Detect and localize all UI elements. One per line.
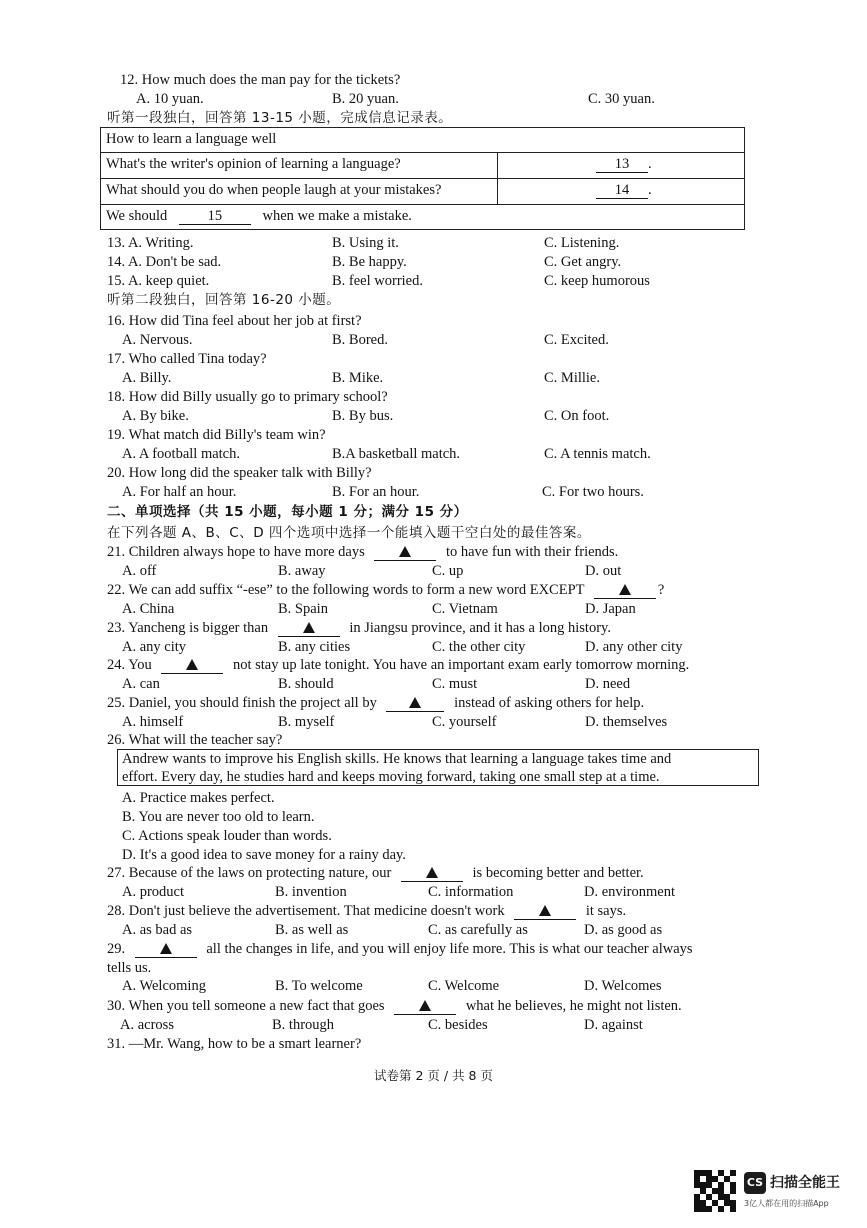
- q29-stem-line2: tells us.: [107, 960, 152, 976]
- scanner-app-name: 扫描全能王: [770, 1175, 840, 1191]
- q28-answer-blank[interactable]: [514, 904, 576, 920]
- q24-answer-blank[interactable]: [161, 658, 223, 674]
- triangle-marker-icon: [409, 697, 421, 708]
- q26-option-b: B. You are never too old to learn.: [122, 809, 315, 825]
- q23-option-c: C. the other city: [432, 639, 526, 655]
- q23-stem: 23. Yancheng is bigger than in Jiangsu province, and it has a long history.: [107, 620, 611, 636]
- q22-option-b: B. Spain: [278, 601, 328, 617]
- q30-option-b: B. through: [272, 1017, 335, 1033]
- q18-option-a: A. By bike.: [122, 408, 189, 424]
- q29-option-b: B. To welcome: [275, 978, 363, 994]
- triangle-marker-icon: [426, 867, 438, 878]
- q17-option-a: A. Billy.: [122, 370, 172, 386]
- q27-option-c: C. information: [428, 884, 514, 900]
- q14-option-a: 14. A. Don't be sad.: [107, 254, 222, 270]
- q21-stem: 21. Children always hope to have more days to have fun with their friends.: [107, 544, 619, 560]
- qr-code-icon: [694, 1170, 736, 1212]
- table-row-15-blank[interactable]: 15: [179, 209, 251, 225]
- q22-answer-blank[interactable]: [594, 583, 656, 599]
- q20-stem: 20. How long did the speaker talk with Billy?: [107, 465, 372, 481]
- triangle-marker-icon: [303, 622, 315, 633]
- q25-stem: 25. Daniel, you should finish the project all by instead of asking others for help.: [107, 695, 645, 711]
- q24-option-c: C. must: [432, 676, 478, 692]
- q28-option-a: A. as bad as: [122, 922, 193, 938]
- q18-option-b: B. By bus.: [332, 408, 394, 424]
- q30-stem: 30. When you tell someone a new fact that goes what he believes, he might not listen.: [107, 998, 682, 1014]
- q20-option-c: C. For two hours.: [542, 484, 644, 500]
- table-row-15-pre: We should: [106, 208, 168, 224]
- q25-option-c: C. yourself: [432, 714, 497, 730]
- q26-option-d: D. It's a good idea to save money for a rainy day.: [122, 847, 406, 863]
- q16-option-c: C. Excited.: [544, 332, 609, 348]
- q25-option-a: A. himself: [122, 714, 184, 730]
- table-row-13-blank[interactable]: 13 .: [591, 153, 652, 178]
- table-row-13: [101, 152, 744, 178]
- q15-option-a: 15. A. keep quiet.: [107, 273, 210, 289]
- q26-passage-line2: effort. Every day, he studies hard and keeps moving forward, taking one small step at a time.: [122, 769, 660, 785]
- q28-option-d: D. as good as: [584, 922, 663, 938]
- scanner-app-tagline: 3亿人都在用的扫描App: [744, 1199, 829, 1208]
- q31-stem: 31. —Mr. Wang, how to be a smart learner?: [107, 1036, 362, 1052]
- table-row-14-blank[interactable]: 14 .: [591, 179, 652, 204]
- q18-option-c: C. On foot.: [544, 408, 610, 424]
- triangle-marker-icon: [539, 905, 551, 916]
- section-monologue2-intro: 听第二段独白，回答第 16-20 小题。: [107, 292, 341, 308]
- part2-heading: 二、单项选择（共 15 小题，每小题 1 分；满分 15 分）: [107, 504, 468, 520]
- q17-option-b: B. Mike.: [332, 370, 384, 386]
- q30-answer-blank[interactable]: [394, 999, 456, 1015]
- q22-option-c: C. Vietnam: [432, 601, 498, 617]
- q27-option-b: B. invention: [275, 884, 347, 900]
- q29-option-a: A. Welcoming: [122, 978, 206, 994]
- q27-answer-blank[interactable]: [401, 866, 463, 882]
- section-monologue1-intro: 听第一段独白，回答第 13-15 小题，完成信息记录表。: [107, 110, 453, 126]
- q19-option-b: B.A basketball match.: [332, 446, 461, 462]
- q26-option-c: C. Actions speak louder than words.: [122, 828, 332, 844]
- q23-option-b: B. any cities: [278, 639, 351, 655]
- q28-stem: 28. Don't just believe the advertisement. That medicine doesn't work it says.: [107, 903, 627, 919]
- q12-option-b: B. 20 yuan.: [332, 91, 399, 107]
- q17-stem: 17. Who called Tina today?: [107, 351, 267, 367]
- table-row-14-question: What should you do when people laugh at your mistakes?: [106, 182, 442, 198]
- table-row-15: [101, 204, 744, 229]
- q13-option-b: B. Using it.: [332, 235, 399, 251]
- q22-stem: 22. We can add suffix “-ese” to the following words to form a new word EXCEPT ?: [107, 582, 665, 598]
- q28-option-c: C. as carefully as: [428, 922, 528, 938]
- q25-option-b: B. myself: [278, 714, 335, 730]
- q19-option-c: C. A tennis match.: [544, 446, 651, 462]
- q22-option-d: D. Japan: [585, 601, 636, 617]
- q21-answer-blank[interactable]: [374, 545, 436, 561]
- triangle-marker-icon: [160, 943, 172, 954]
- table-row-13-question: What's the writer's opinion of learning a language?: [106, 156, 401, 172]
- q25-answer-blank[interactable]: [386, 696, 444, 712]
- q20-option-b: B. For an hour.: [332, 484, 420, 500]
- q27-stem: 27. Because of the laws on protecting nature, our is becoming better and better.: [107, 865, 644, 881]
- q28-option-b: B. as well as: [275, 922, 349, 938]
- table-row-15-post: when we make a mistake.: [262, 208, 412, 224]
- q18-stem: 18. How did Billy usually go to primary school?: [107, 389, 388, 405]
- q13-option-c: C. Listening.: [544, 235, 620, 251]
- q26-passage-box: [117, 749, 759, 786]
- q23-answer-blank[interactable]: [278, 621, 340, 637]
- q15-option-c: C. keep humorous: [544, 273, 650, 289]
- q19-stem: 19. What match did Billy's team win?: [107, 427, 326, 443]
- page-footer: 试卷第 2 页 / 共 8 页: [374, 1068, 493, 1083]
- q13-option-a: 13. A. Writing.: [107, 235, 194, 251]
- q14-option-c: C. Get angry.: [544, 254, 622, 270]
- q17-option-c: C. Millie.: [544, 370, 600, 386]
- q12-option-c: C. 30 yuan.: [588, 91, 655, 107]
- q29-option-d: D. Welcomes: [584, 978, 662, 994]
- q22-option-a: A. China: [122, 601, 175, 617]
- q25-option-d: D. themselves: [585, 714, 668, 730]
- triangle-marker-icon: [399, 546, 411, 557]
- q24-option-d: D. need: [585, 676, 631, 692]
- q29-answer-blank[interactable]: [135, 942, 197, 958]
- q12-stem: 12. How much does the man pay for the tickets?: [120, 72, 401, 88]
- q29-stem: 29. all the changes in life, and you will enjoy life more. This is what our teacher always: [107, 941, 693, 957]
- q29-option-c: C. Welcome: [428, 978, 500, 994]
- q16-stem: 16. How did Tina feel about her job at first?: [107, 313, 362, 329]
- q16-option-a: A. Nervous.: [122, 332, 193, 348]
- triangle-marker-icon: [186, 659, 198, 670]
- q12-option-a: A. 10 yuan.: [136, 91, 204, 107]
- q15-option-b: B. feel worried.: [332, 273, 423, 289]
- q26-stem: 26. What will the teacher say?: [107, 732, 283, 748]
- q23-option-a: A. any city: [122, 639, 187, 655]
- q24-stem: 24. You not stay up late tonight. You have an important exam early tomorrow morning.: [107, 657, 690, 673]
- q27-option-d: D. environment: [584, 884, 676, 900]
- q30-option-a: A. across: [120, 1017, 174, 1033]
- q19-option-a: A. A football match.: [122, 446, 240, 462]
- table-row-14: [101, 178, 744, 204]
- q26-passage-line1: Andrew wants to improve his English skills. He knows that learning a language takes time and: [122, 751, 672, 767]
- q16-option-b: B. Bored.: [332, 332, 388, 348]
- q30-option-c: C. besides: [428, 1017, 488, 1033]
- triangle-marker-icon: [619, 584, 631, 595]
- info-record-table: [100, 127, 745, 230]
- q30-option-d: D. against: [584, 1017, 643, 1033]
- part2-instruction: 在下列各题 A、B、C、D 四个选项中选择一个能填入题干空白处的最佳答案。: [107, 525, 591, 541]
- q20-option-a: A. For half an hour.: [122, 484, 237, 500]
- q21-option-c: C. up: [432, 563, 464, 579]
- q27-option-a: A. product: [122, 884, 185, 900]
- triangle-marker-icon: [419, 1000, 431, 1011]
- table-title: How to learn a language well: [106, 131, 277, 147]
- q24-option-b: B. should: [278, 676, 334, 692]
- q21-option-b: B. away: [278, 563, 326, 579]
- q24-option-a: A. can: [122, 676, 160, 692]
- q21-option-a: A. off: [122, 563, 157, 579]
- q23-option-d: D. any other city: [585, 639, 683, 655]
- q21-option-d: D. out: [585, 563, 622, 579]
- q26-option-a: A. Practice makes perfect.: [122, 790, 275, 806]
- q14-option-b: B. Be happy.: [332, 254, 407, 270]
- camscanner-logo-icon: CS: [744, 1172, 766, 1194]
